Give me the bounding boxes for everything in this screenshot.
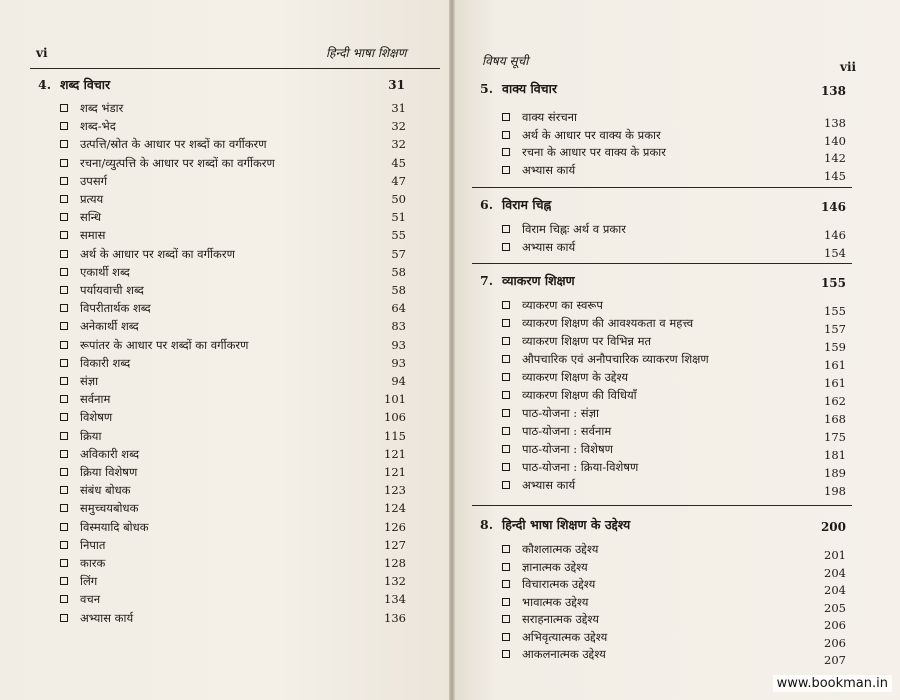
toc-entry-label: विकारी शब्द — [80, 355, 131, 370]
left-running-head: हिन्दी भाषा शिक्षण — [326, 46, 407, 60]
checkbox-bullet-icon — [60, 486, 68, 494]
toc-entry-label: अनेकार्थी शब्द — [80, 319, 139, 334]
checkbox-bullet-icon — [502, 373, 510, 381]
toc-entry-page: 126 — [384, 519, 406, 534]
checkbox-bullet-icon — [502, 598, 510, 606]
checkbox-bullet-icon — [502, 580, 510, 588]
toc-entry-page: 47 — [391, 173, 406, 188]
checkbox-bullet-icon — [60, 377, 68, 385]
toc-entry-page: 157 — [824, 322, 846, 336]
toc-entry — [502, 238, 575, 256]
toc-entry — [502, 575, 595, 593]
toc-entry — [502, 368, 628, 386]
toc-entry — [60, 481, 131, 499]
toc-entry — [60, 499, 138, 517]
checkbox-bullet-icon — [60, 614, 68, 622]
chapter-heading — [38, 76, 110, 93]
toc-entry-label: कारक — [80, 556, 106, 570]
toc-entry-page: 140 — [824, 133, 846, 148]
checkbox-bullet-icon — [60, 231, 68, 239]
toc-entry-page: 134 — [384, 592, 406, 607]
toc-entry-label: ज्ञानात्मक उद्देश्य — [522, 559, 588, 574]
chapter-title: हिन्दी भाषा शिक्षण के उद्देश्य — [502, 517, 631, 532]
checkbox-bullet-icon — [60, 250, 68, 258]
toc-entry-page: 83 — [391, 319, 406, 334]
checkbox-bullet-icon — [60, 322, 68, 330]
chapter-number: 7. — [480, 273, 494, 288]
toc-entry-page: 204 — [824, 583, 846, 597]
toc-entry — [60, 609, 133, 627]
toc-entry — [502, 458, 638, 476]
toc-entry — [60, 135, 267, 153]
toc-entry-label: व्याकरण का स्वरूप — [522, 298, 603, 312]
checkbox-bullet-icon — [60, 432, 68, 440]
checkbox-bullet-icon — [60, 413, 68, 421]
toc-entry-label: विचारात्मक उद्देश्य — [522, 577, 596, 591]
toc-entry-label: अभ्यास कार्य — [522, 478, 576, 492]
toc-entry — [60, 299, 151, 317]
toc-entry-label: क्रिया — [80, 428, 102, 443]
toc-entry-label: विराम चिह्नः अर्थ व प्रकार — [522, 222, 626, 236]
chapter-page-number: 138 — [820, 84, 846, 98]
toc-entry — [60, 336, 248, 354]
toc-entry-page: 138 — [824, 116, 846, 130]
toc-entry-page: 181 — [824, 448, 846, 462]
checkbox-bullet-icon — [502, 391, 510, 399]
checkbox-bullet-icon — [502, 166, 510, 174]
toc-entry-page: 115 — [384, 428, 406, 443]
toc-entry-label: शब्द-भेद — [80, 119, 116, 134]
toc-entry-label: पाठ-योजना : क्रिया-विशेषण — [522, 460, 639, 474]
checkbox-bullet-icon — [60, 359, 68, 367]
chapter-page-number: 31 — [388, 78, 405, 92]
checkbox-bullet-icon — [502, 427, 510, 435]
checkbox-bullet-icon — [60, 177, 68, 185]
toc-entry-label: निपात — [80, 537, 106, 552]
chapter-page-number: 200 — [820, 520, 846, 534]
toc-entry-page: 154 — [824, 245, 846, 260]
toc-entry-page: 121 — [384, 465, 406, 479]
toc-entry — [502, 540, 598, 558]
toc-entry-label: अर्थ के आधार पर शब्दों का वर्गीकरण — [80, 246, 235, 261]
chapter-divider-rule — [472, 187, 852, 188]
toc-entry-page: 57 — [391, 246, 406, 261]
chapter-title: विराम चिह्न — [502, 197, 552, 212]
toc-entry-label: सर्वनाम — [80, 392, 111, 407]
toc-entry-page: 207 — [824, 653, 846, 667]
checkbox-bullet-icon — [60, 104, 68, 112]
toc-entry-page: 206 — [824, 618, 846, 632]
checkbox-bullet-icon — [60, 304, 68, 312]
toc-entry — [502, 332, 651, 350]
toc-entry — [60, 208, 101, 226]
toc-entry — [60, 536, 105, 554]
checkbox-bullet-icon — [502, 463, 510, 471]
toc-entry — [502, 476, 575, 494]
toc-entry-page: 198 — [824, 484, 846, 498]
toc-entry — [502, 593, 588, 611]
checkbox-bullet-icon — [60, 541, 68, 549]
toc-entry-page: 201 — [824, 548, 846, 562]
toc-entry-label: अभिवृत्यात्मक उद्देश्य — [522, 629, 608, 644]
toc-entry-label: भावात्मक उद्देश्य — [522, 594, 589, 609]
chapter-title: वाक्य विचार — [502, 81, 557, 96]
toc-entry-page: 142 — [824, 151, 846, 165]
toc-entry-label: अभ्यास कार्य — [522, 239, 576, 254]
toc-entry-label: विपरीतार्थक शब्द — [80, 301, 151, 316]
checkbox-bullet-icon — [502, 355, 510, 363]
toc-entry — [502, 314, 693, 332]
toc-entry-label: सन्धि — [80, 210, 102, 225]
toc-entry — [502, 422, 611, 440]
chapter-title: व्याकरण शिक्षण — [502, 273, 575, 288]
toc-entry — [60, 281, 144, 299]
toc-entry — [60, 245, 235, 263]
toc-entry-label: व्याकरण शिक्षण की आवश्यकता व महत्त्व — [522, 316, 694, 330]
toc-entry-page: 124 — [384, 501, 406, 516]
toc-entry — [502, 628, 607, 646]
toc-entry — [502, 645, 606, 663]
toc-entry-page: 136 — [384, 610, 406, 625]
book-gutter — [449, 0, 455, 700]
checkbox-bullet-icon — [502, 481, 510, 489]
toc-entry-page: 93 — [391, 337, 406, 352]
checkbox-bullet-icon — [60, 213, 68, 221]
toc-entry-label: विशेषण — [80, 410, 113, 425]
toc-entry-label: पाठ-योजना : संज्ञा — [522, 406, 599, 420]
toc-entry — [60, 99, 123, 117]
toc-entry-label: रूपांतर के आधार पर शब्दों का वर्गीकरण — [80, 337, 249, 352]
toc-entry-page: 32 — [391, 119, 406, 134]
checkbox-bullet-icon — [502, 409, 510, 417]
toc-entry-page: 146 — [824, 228, 846, 242]
toc-entry — [60, 390, 110, 408]
checkbox-bullet-icon — [502, 301, 510, 309]
toc-entry-label: लिंग — [80, 574, 98, 589]
chapter-number: 5. — [480, 81, 494, 96]
toc-entry-page: 132 — [384, 574, 406, 589]
toc-entry — [502, 558, 588, 576]
chapter-title: शब्द विचार — [60, 77, 111, 92]
checkbox-bullet-icon — [502, 650, 510, 658]
toc-entry — [60, 427, 101, 445]
toc-entry — [60, 554, 105, 572]
checkbox-bullet-icon — [502, 633, 510, 641]
checkbox-bullet-icon — [60, 523, 68, 531]
toc-entry-label: संज्ञा — [80, 374, 99, 388]
toc-entry-label: औपचारिक एवं अनौपचारिक व्याकरण शिक्षण — [522, 352, 709, 366]
checkbox-bullet-icon — [502, 148, 510, 156]
checkbox-bullet-icon — [60, 195, 68, 203]
chapter-heading — [480, 196, 551, 213]
toc-entry-page: 127 — [384, 537, 406, 552]
toc-entry — [502, 350, 709, 368]
toc-entry-label: पाठ-योजना : विशेषण — [522, 442, 613, 456]
toc-entry-label: संबंध बोधक — [80, 483, 131, 498]
toc-entry-label: अविकारी शब्द — [80, 446, 140, 461]
checkbox-bullet-icon — [60, 504, 68, 512]
toc-entry — [60, 518, 149, 536]
toc-entry — [60, 354, 130, 372]
toc-entry-label: अर्थ के आधार पर वाक्य के प्रकार — [522, 127, 661, 142]
chapter-heading — [480, 516, 630, 533]
checkbox-bullet-icon — [60, 559, 68, 567]
checkbox-bullet-icon — [60, 122, 68, 130]
chapter-page-number: 155 — [820, 276, 846, 290]
toc-entry-page: 162 — [824, 394, 846, 408]
toc-entry-label: एकार्थी शब्द — [80, 264, 130, 279]
left-page-number: vi — [36, 46, 48, 60]
toc-entry — [502, 220, 626, 238]
watermark: www.bookman.in — [773, 675, 892, 692]
checkbox-bullet-icon — [60, 468, 68, 476]
toc-entry — [60, 117, 116, 135]
toc-entry-page: 106 — [384, 410, 406, 425]
toc-entry-label: वाक्य संरचना — [522, 110, 577, 124]
toc-entry-label: कौशलात्मक उद्देश्य — [522, 542, 599, 556]
chapter-number: 6. — [480, 197, 494, 212]
chapter-heading — [480, 272, 575, 289]
left-header-rule — [30, 68, 440, 69]
toc-entry-page: 45 — [391, 155, 406, 170]
toc-entry-label: समास — [80, 228, 106, 243]
toc-entry-page: 50 — [391, 192, 406, 206]
toc-entry-label: क्रिया विशेषण — [80, 465, 138, 479]
toc-entry — [60, 263, 130, 281]
toc-entry-page: 161 — [824, 376, 846, 390]
toc-entry — [60, 408, 112, 426]
toc-entry-page: 206 — [824, 635, 846, 650]
toc-entry-page: 155 — [824, 304, 846, 318]
right-page-number: vii — [840, 60, 857, 74]
toc-entry — [60, 190, 103, 208]
checkbox-bullet-icon — [502, 445, 510, 453]
toc-entry-page: 204 — [824, 565, 846, 580]
toc-entry-page: 64 — [391, 301, 406, 316]
toc-entry-page: 161 — [824, 358, 846, 372]
toc-entry-label: समुच्चयबोधक — [80, 501, 139, 516]
checkbox-bullet-icon — [502, 243, 510, 251]
toc-entry — [60, 445, 139, 463]
toc-entry-label: पाठ-योजना : सर्वनाम — [522, 424, 612, 438]
toc-entry-page: 51 — [391, 210, 406, 225]
toc-entry — [502, 296, 603, 314]
toc-entry-label: वचन — [80, 592, 101, 607]
toc-entry-label: पर्यायवाची शब्द — [80, 283, 144, 297]
toc-entry-label: अभ्यास कार्य — [80, 610, 134, 625]
checkbox-bullet-icon — [60, 450, 68, 458]
toc-entry-page: 32 — [391, 137, 406, 152]
chapter-number: 8. — [480, 517, 494, 532]
toc-entry-page: 128 — [384, 556, 406, 570]
checkbox-bullet-icon — [502, 319, 510, 327]
toc-entry-page: 159 — [824, 340, 846, 354]
toc-entry-label: उपसर्ग — [80, 173, 108, 188]
checkbox-bullet-icon — [60, 341, 68, 349]
chapter-number: 4. — [38, 77, 52, 92]
toc-entry-page: 189 — [824, 466, 846, 480]
checkbox-bullet-icon — [502, 113, 510, 121]
toc-entry — [502, 126, 661, 144]
chapter-divider-rule — [472, 505, 852, 506]
checkbox-bullet-icon — [60, 140, 68, 148]
toc-entry-page: 93 — [391, 355, 406, 370]
toc-entry-page: 31 — [391, 101, 406, 115]
toc-entry-label: विस्मयादि बोधक — [80, 519, 149, 534]
toc-entry — [60, 226, 105, 244]
checkbox-bullet-icon — [60, 286, 68, 294]
toc-entry — [60, 463, 137, 481]
toc-entry — [502, 143, 666, 161]
toc-entry-label: शब्द भंडार — [80, 101, 124, 115]
toc-entry — [60, 590, 100, 608]
chapter-page-number: 146 — [820, 200, 846, 214]
checkbox-bullet-icon — [502, 225, 510, 233]
toc-entry — [502, 404, 599, 422]
toc-entry — [502, 610, 599, 628]
checkbox-bullet-icon — [502, 563, 510, 571]
chapter-heading — [480, 80, 557, 97]
checkbox-bullet-icon — [60, 395, 68, 403]
toc-entry-page: 101 — [384, 392, 406, 407]
checkbox-bullet-icon — [502, 615, 510, 623]
toc-entry — [60, 154, 275, 172]
toc-entry-page: 175 — [824, 430, 846, 444]
checkbox-bullet-icon — [60, 268, 68, 276]
toc-entry-label: व्याकरण शिक्षण के उद्देश्य — [522, 370, 629, 384]
checkbox-bullet-icon — [60, 159, 68, 167]
toc-entry-label: आकलनात्मक उद्देश्य — [522, 647, 606, 661]
toc-entry-label: रचना/व्युत्पत्ति के आधार पर शब्दों का वर्गीकरण — [80, 155, 275, 170]
checkbox-bullet-icon — [502, 131, 510, 139]
checkbox-bullet-icon — [502, 337, 510, 345]
toc-entry-page: 168 — [824, 412, 846, 426]
toc-entry-label: रचना के आधार पर वाक्य के प्रकार — [522, 145, 666, 159]
toc-entry-page: 58 — [391, 264, 406, 279]
toc-entry — [502, 386, 637, 404]
toc-entry-label: व्याकरण शिक्षण की विधियाँ — [522, 388, 637, 402]
toc-entry — [502, 108, 577, 126]
toc-entry — [60, 172, 107, 190]
toc-entry — [502, 440, 613, 458]
right-running-head: विषय सूची — [482, 54, 529, 68]
toc-entry-page: 145 — [824, 168, 846, 183]
toc-entry — [502, 161, 575, 179]
toc-entry — [60, 372, 98, 390]
toc-entry — [60, 317, 139, 335]
checkbox-bullet-icon — [60, 577, 68, 585]
chapter-divider-rule — [472, 263, 852, 264]
checkbox-bullet-icon — [60, 595, 68, 603]
toc-entry-label: व्याकरण शिक्षण पर विभिन्न मत — [522, 334, 652, 348]
toc-entry-page: 94 — [391, 374, 406, 388]
toc-entry-page: 58 — [391, 283, 406, 297]
toc-entry-label: सराहनात्मक उद्देश्य — [522, 612, 599, 626]
toc-entry — [60, 572, 97, 590]
toc-entry-label: अभ्यास कार्य — [522, 162, 576, 177]
checkbox-bullet-icon — [502, 545, 510, 553]
toc-entry-page: 123 — [384, 483, 406, 498]
toc-entry-page: 55 — [391, 228, 406, 243]
toc-entry-label: प्रत्यय — [80, 192, 104, 206]
toc-entry-page: 121 — [384, 446, 406, 461]
toc-entry-label: उत्पत्ति/स्रोत के आधार पर शब्दों का वर्गीकरण — [80, 137, 267, 152]
toc-entry-page: 205 — [824, 600, 846, 615]
